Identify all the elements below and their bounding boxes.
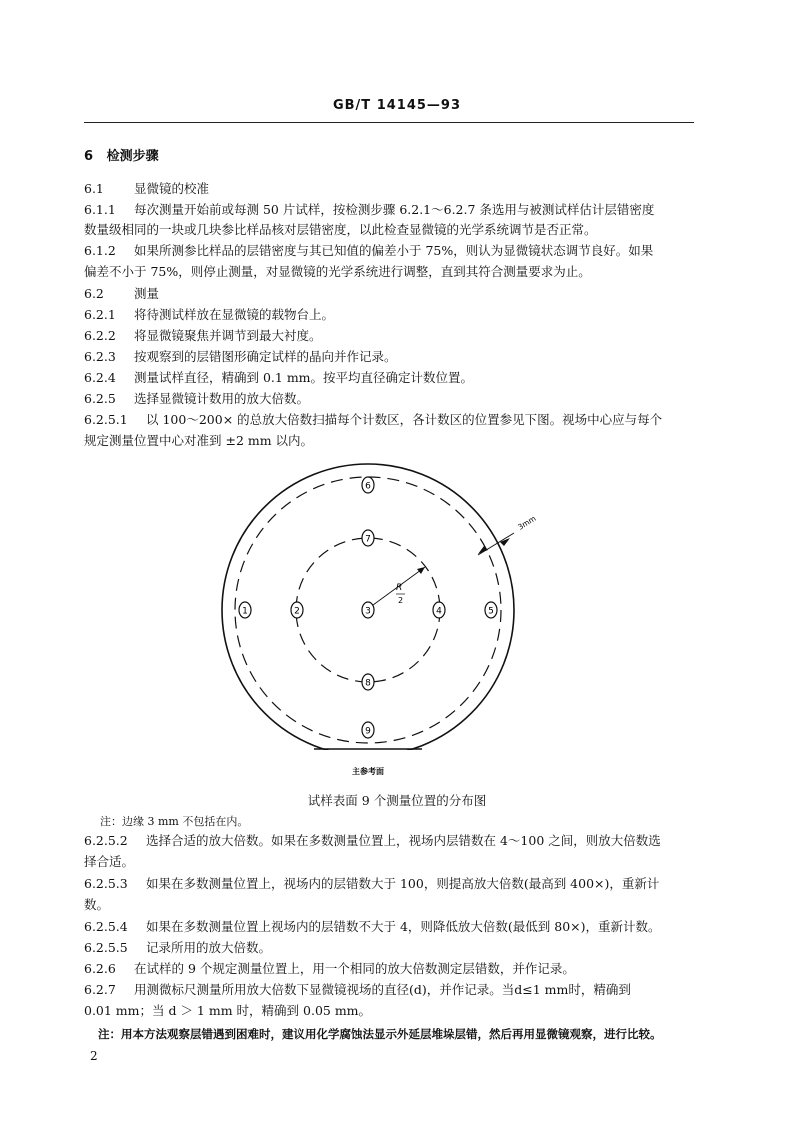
radius-arrow [417,567,425,574]
clause-number: 6.1 [84,181,104,196]
clause-text: 显微镜的校准 [134,181,210,196]
clause-text: 在试样的 9 个规定测量位置上，用一个相同的放大倍数测定层错数，并作记录。 [134,961,575,976]
clause-text: 如果在多数测量位置上，视场内的层错数大于 100，则提高放大倍数(最高到 400×)，重新计 [146,876,660,891]
svg-text:5: 5 [488,606,494,617]
section-number: 6 [84,149,94,164]
flat-mask [314,750,422,764]
svg-text:1: 1 [242,606,248,617]
clause-number: 6.2.5.1 [84,412,128,427]
page-header: GB/T 14145—93 [332,98,462,113]
line-6-2-3 [84,346,696,367]
clause-number: 6.2.7 [84,982,116,997]
page-number: 2 [90,1049,98,1063]
section-title: 检测步骤 [106,149,159,164]
clause-number: 6.2.6 [84,961,116,976]
line-6-1-1-cont [84,219,696,240]
position-5 [485,602,497,618]
line-6-2-6 [84,958,696,979]
clause-number: 6.2.5.2 [84,833,128,848]
clause-text: 0.01 mm；当 d ＞ 1 mm 时，精确到 0.05 mm。 [84,1003,372,1018]
clause-text: 将显微镜聚焦并调节到最大衬度。 [134,328,322,343]
position-8 [362,674,374,690]
clause-text: 数量级相同的一块或几块参比样品核对层错密度，以此检查显微镜的光学系统调节是否正常。 [84,222,597,237]
figure-caption: 试样表面 9 个测量位置的分布图 [307,793,487,808]
clause-text: 测量 [134,286,160,301]
line-6-2-5 [84,388,696,409]
radius-label: R [396,583,403,593]
clause-text: 将待测试样放在显微镜的载物台上。 [134,307,335,322]
line-6-2-7-cont [84,1000,696,1021]
clause-number: 6.1.1 [84,202,116,217]
clause-text: 用测微标尺测量所用放大倍数下显微镜视场的直径(d)，并作记录。当d≤1 mm时，精确到 [134,982,631,997]
clause-number: 6.2.5.3 [84,876,128,891]
clause-text: 规定测量位置中心对准到 ±2 mm 以内。 [84,433,314,448]
clause-text: 如果所测参比样品的层错密度与其已知值的偏差小于 75%，则认为显微镜状态调节良好。如果 [134,243,654,258]
position-4 [433,602,445,618]
figure-note: 注：边缘 3 mm 不包括在内。 [100,815,249,828]
edge-arrow-outer [500,538,510,546]
position-3 [362,602,374,618]
clause-number: 6.2 [84,286,104,301]
clause-text: 数。 [84,897,110,912]
svg-text:3: 3 [365,606,371,617]
line-6-2-5-3 [84,873,696,894]
line-6-2-5-2 [84,830,696,851]
edge-arrow-inner [478,546,488,554]
line-6-1-2 [84,240,696,261]
svg-text:6: 6 [365,481,371,492]
clause-number: 6.2.5.4 [84,919,128,934]
line-6-2-7 [84,979,696,1000]
line-6-2 [84,283,696,304]
clause-text: 如果在多数测量位置上视场内的层错数不大于 4，则降低放大倍数(最低到 80×)，重新计数。 [146,919,661,934]
line-6-2-5-4 [84,916,696,937]
line-6-2-4 [84,367,696,388]
clause-number: 6.1.2 [84,243,116,258]
svg-text:2: 2 [294,606,300,617]
line-6-2-1 [84,304,696,325]
clause-text: 每次测量开始前或每测 50 片试样，按检测步骤 6.2.1～6.2.7 条选用与被测试样估计层错密度 [134,202,655,217]
svg-text:7: 7 [365,534,371,545]
line-6-2-5-1-cont [84,430,696,451]
clause-number: 6.2.3 [84,349,116,364]
clause-text: 测量试样直径，精确到 0.1 mm。按平均直径确定计数位置。 [134,370,474,385]
clause-text: 选择合适的放大倍数。如果在多数测量位置上，视场内层错数在 4～100 之间，则放大倍数选 [146,833,661,848]
clause-text: 记录所用的放大倍数。 [146,940,272,955]
position-1 [239,602,251,618]
edge-label: 3mm [516,513,538,532]
clause-number: 6.2.5.5 [84,940,128,955]
position-9 [362,722,374,738]
line-6-2-5-2-cont [84,851,696,872]
header-rule [84,122,694,123]
clause-text: 按观察到的层错图形确定试样的晶向并作记录。 [134,349,397,364]
svg-text:9: 9 [365,726,371,737]
final-note: 注：用本方法观察层错遇到困难时，建议用化学腐蚀法显示外延层堆垛层错，然后再用显微镜观察，进行比较。 [98,1027,662,1041]
clause-number: 6.2.4 [84,370,116,385]
clause-text: 偏差不小于 75%，则停止测量，对显微镜的光学系统进行调整，直到其符合测量要求为止。 [84,264,591,279]
clause-text: 以 100～200× 的总放大倍数扫描每个计数区，各计数区的位置参见下图。视场中心应与每个 [146,412,663,427]
svg-text:8: 8 [365,678,371,689]
clause-text: 选择显微镜计数用的放大倍数。 [134,391,310,406]
clause-text: 择合适。 [84,854,135,869]
position-2 [291,602,303,618]
line-6-1 [84,178,696,199]
measurement-position-diagram [220,462,560,782]
position-6 [362,477,374,493]
svg-text:4: 4 [436,606,442,617]
line-6-1-1 [84,199,696,220]
primary-flat-label: 主参考面 [352,767,384,776]
line-6-2-5-3-cont [84,894,696,915]
position-7 [362,530,374,546]
line-6-1-2-cont [84,261,696,282]
line-6-2-5-1 [84,409,696,430]
clause-number: 6.2.1 [84,307,116,322]
radius-divisor: 2 [398,596,404,605]
clause-number: 6.2.2 [84,328,116,343]
section-heading [84,146,696,167]
clause-number: 6.2.5 [84,391,116,406]
line-6-2-2 [84,325,696,346]
line-6-2-5-5 [84,937,696,958]
